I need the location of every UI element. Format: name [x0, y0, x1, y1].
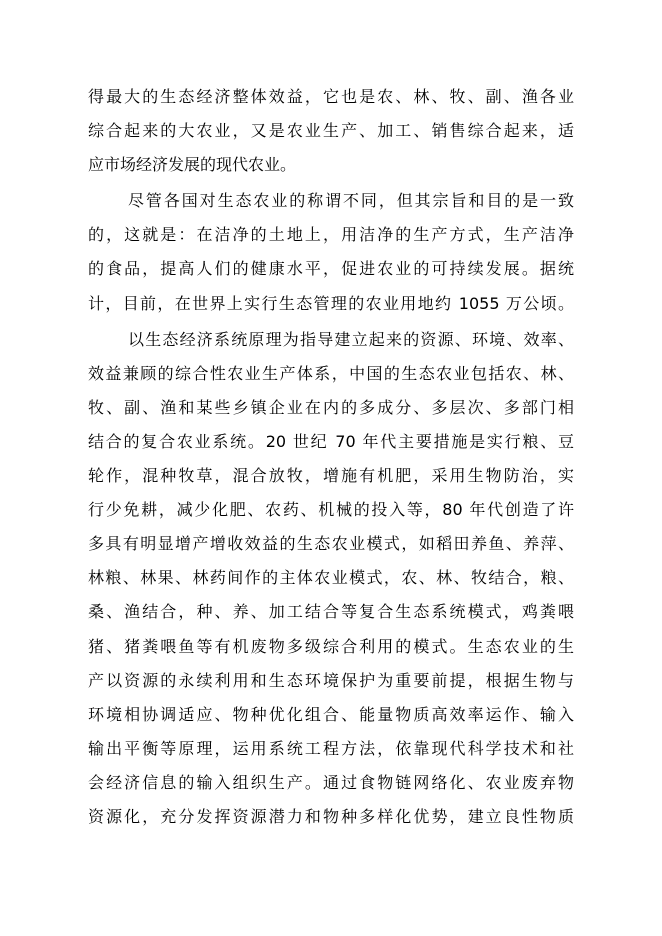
text-line: 的，这就是：在洁净的土地上，用洁净的生产方式，生产洁净: [88, 225, 574, 244]
text-line: 的食品，提高人们的健康水平，促进农业的可持续发展。据统: [88, 259, 574, 278]
text-line: 资源化，充分发挥资源潜力和物种多样化优势，建立良性物质: [88, 807, 574, 826]
paragraph-first-line: 以生态经济系统原理为指导建立起来的资源、环境、效率、: [128, 330, 574, 349]
text-line: 行少免耕，减少化肥、农药、机械的投入等，80 年代创造了许: [88, 500, 574, 519]
text-line: 效益兼顾的综合性农业生产体系，中国的生态农业包括农、林、: [88, 364, 574, 383]
text-line: 桑、渔结合，种、养、加工结合等复合生态系统模式，鸡粪喂: [88, 602, 574, 621]
text-line: 轮作，混种牧草，混合放牧，增施有机肥，采用生物防治，实: [88, 466, 574, 485]
text-line: 猪、猪粪喂鱼等有机废物多级综合利用的模式。生态农业的生: [88, 637, 574, 656]
text-line: 应市场经济发展的现代农业。: [88, 155, 297, 174]
text-line: 环境相协调适应、物种优化组合、能量物质高效率运作、输入: [88, 705, 574, 724]
text-line: 输出平衡等原理，运用系统工程方法，依靠现代科学技术和社: [88, 739, 574, 758]
text-line: 产以资源的永续利用和生态环境保护为重要前提，根据生物与: [88, 671, 574, 690]
paragraph-first-line: 尽管各国对生态农业的称谓不同，但其宗旨和目的是一致: [128, 191, 574, 210]
text-line: 林粮、林果、林药间作的主体农业模式，农、林、牧结合，粮、: [88, 568, 574, 587]
text-line: 综合起来的大农业，又是农业生产、加工、销售综合起来，适: [88, 121, 574, 140]
text-line: 牧、副、渔和某些乡镇企业在内的多成分、多层次、多部门相: [88, 398, 574, 417]
text-line: 结合的复合农业系统。20 世纪 70 年代主要措施是实行粮、豆: [88, 432, 574, 451]
text-line: 多具有明显增产增收效益的生态农业模式，如稻田养鱼、养萍、: [88, 534, 574, 553]
text-line: 得最大的生态经济整体效益，它也是农、林、牧、副、渔各业: [88, 87, 574, 106]
text-line: 会经济信息的输入组织生产。通过食物链网络化、农业废弃物: [88, 773, 574, 792]
text-line: 计，目前，在世界上实行生态管理的农业用地约 1055 万公顷。: [88, 294, 574, 313]
